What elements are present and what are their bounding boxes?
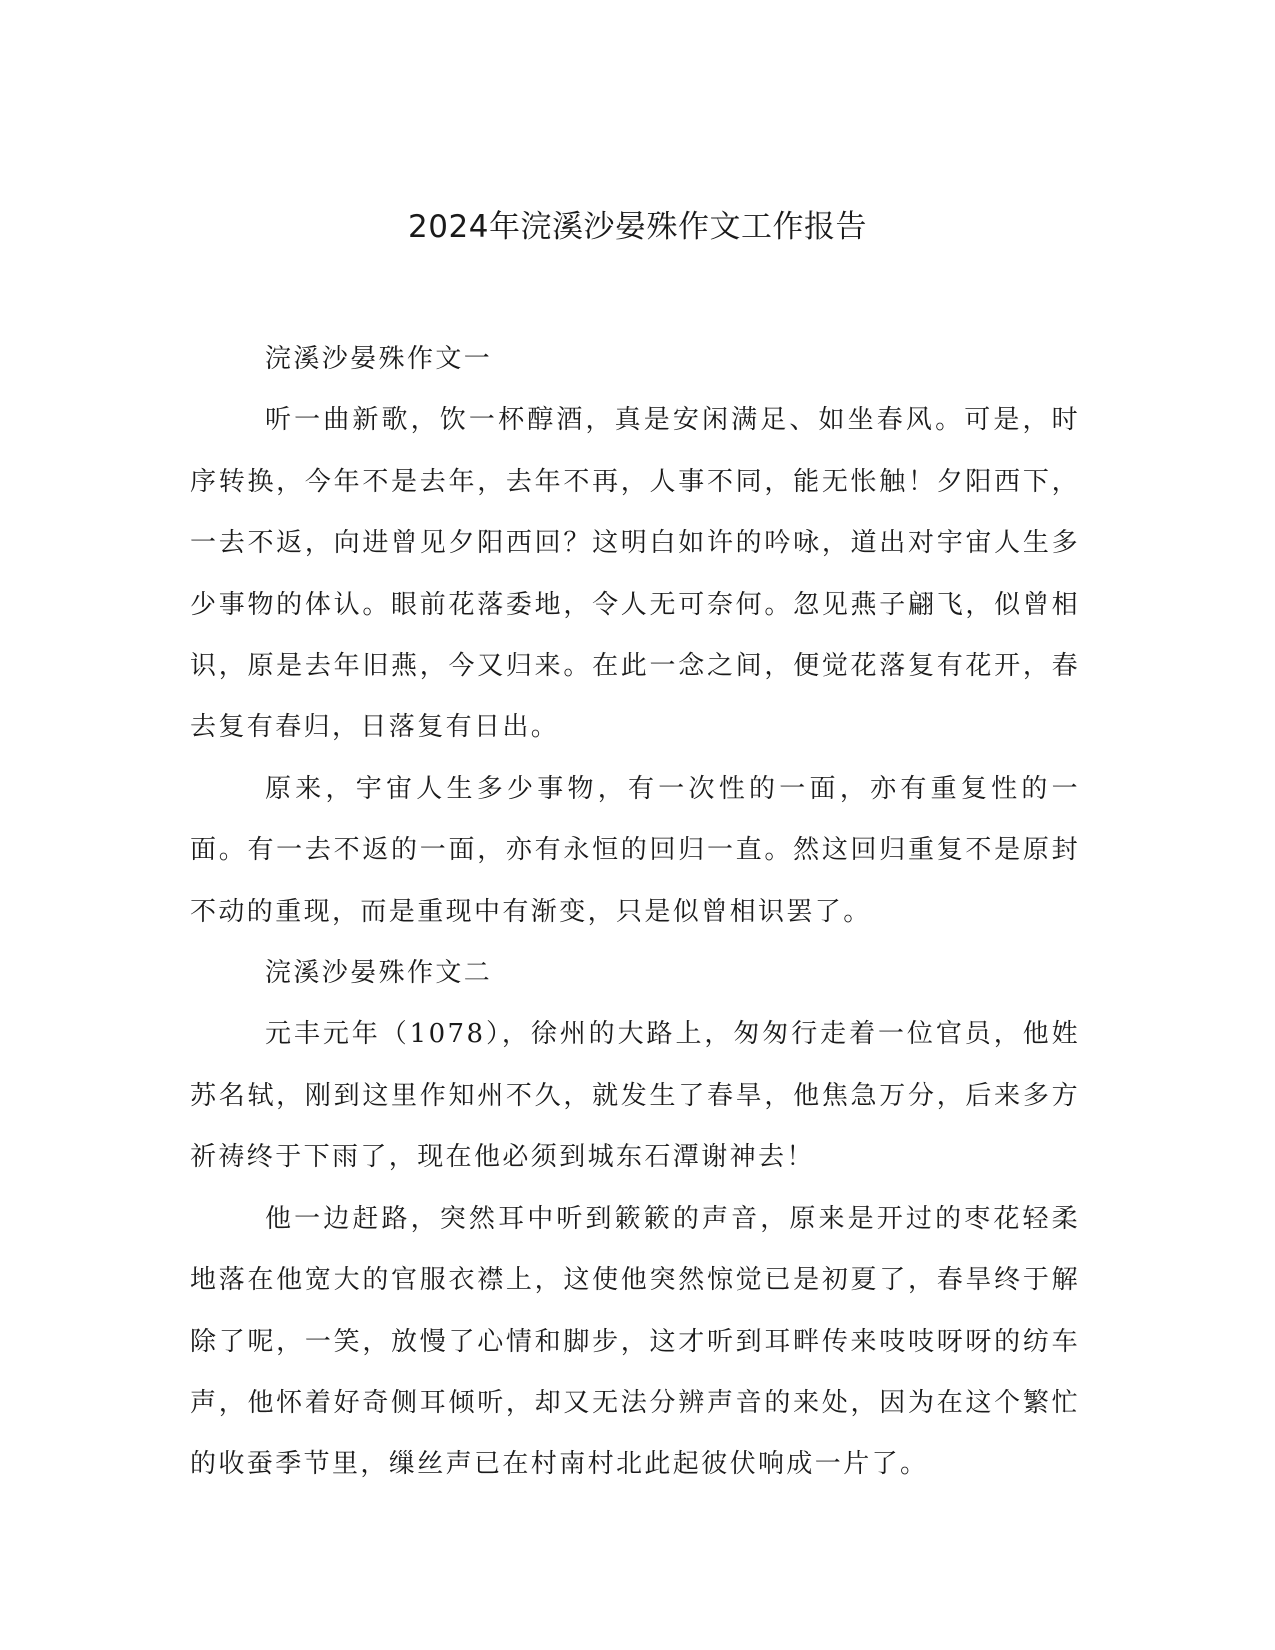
paragraph: 他一边赶路，突然耳中听到簌簌的声音，原来是开过的枣花轻柔地落在他宽大的官服衣襟上，这使他突然惊觉已是初夏了，春旱终于解除了呢，一笑，放慢了心情和脚步，这才听到耳畔传来吱吱呀呀的纺车声，他怀着好奇侧耳倾听，却又无法分辨声音的来处，因为在这个繁忙的收蚕季节里，缫丝声已在村南村北此起彼伏响成一片了。 [190, 1203, 1080, 1480]
paragraph: 听一曲新歌，饮一杯醇酒，真是安闲满足、如坐春风。可是，时序转换，今年不是去年，去年不再，人事不同，能无怅触！夕阳西下，一去不返，向进曾见夕阳西回？这明白如许的吟咏，道出对宇宙人生多少事物的体认。眼前花落委地，令人无可奈何。忽见燕子翩飞，似曾相识，原是去年旧燕，今又归来。在此一念之间，便觉花落复有花开，春去复有春归，日落复有日出。 [190, 405, 1080, 743]
document-title: 2024年浣溪沙晏殊作文工作报告 [408, 209, 867, 245]
paragraph: 原来，宇宙人生多少事物，有一次性的一面，亦有重复性的一面。有一去不返的一面，亦有永恒的回归一直。然这回归重复不是原封不动的重现，而是重现中有渐变，只是似曾相识罢了。 [190, 773, 1080, 927]
section-heading: 浣溪沙晏殊作文二 [265, 958, 493, 989]
section-heading: 浣溪沙晏殊作文一 [265, 344, 493, 374]
document-body [190, 329, 1080, 1496]
paragraph: 元丰元年（1078），徐州的大路上，匆匆行走着一位官员，他姓苏名轼，刚到这里作知州不久，就发生了春旱，他焦急万分，后来多方祈祷终于下雨了，现在他必须到城东石潭谢神去！ [190, 1019, 1080, 1173]
